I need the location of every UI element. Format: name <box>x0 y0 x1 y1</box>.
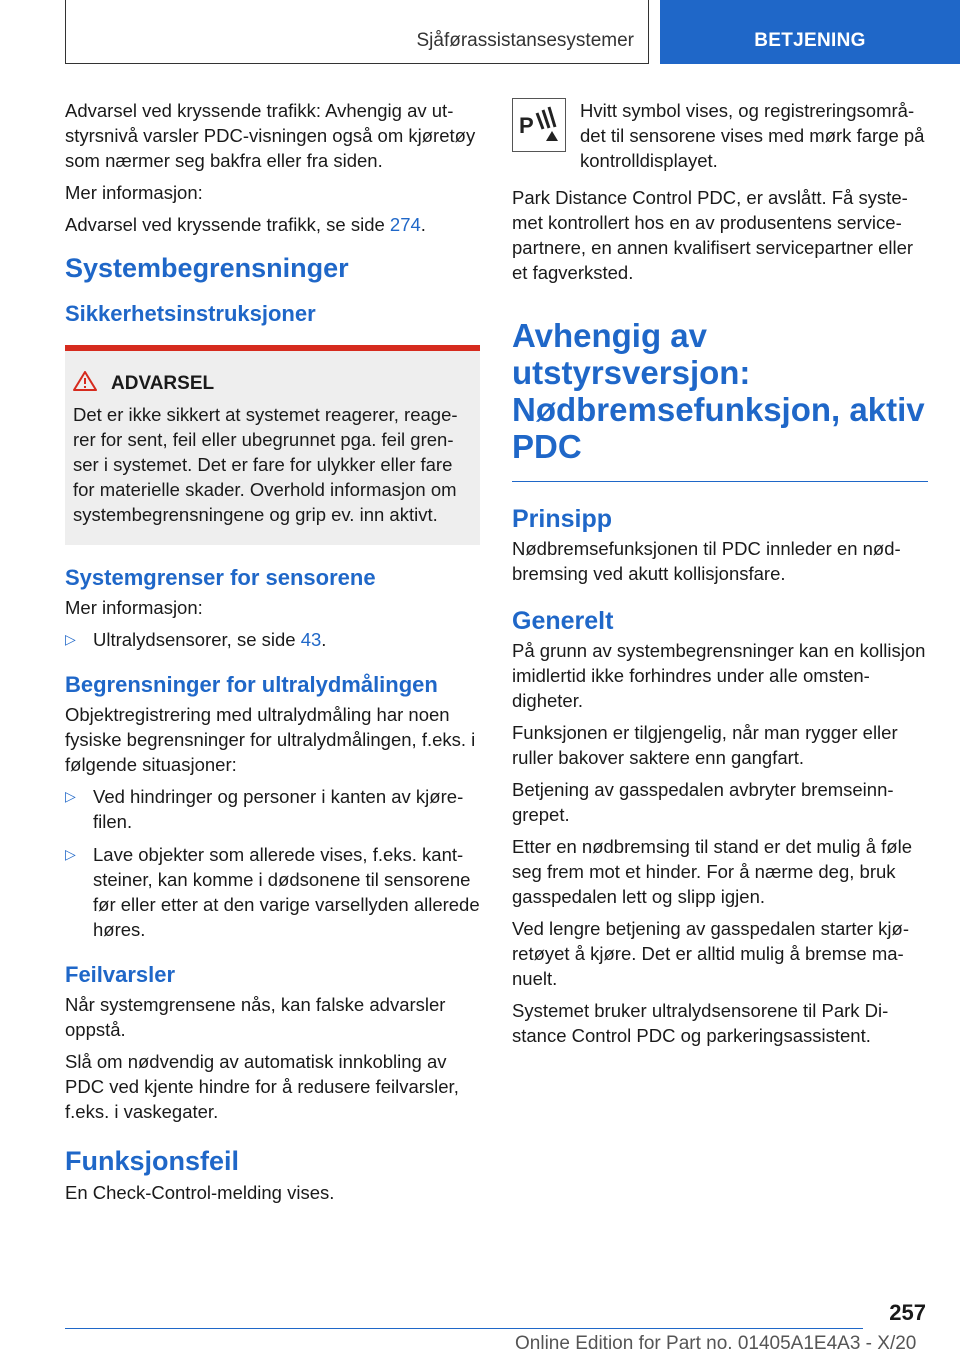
feilvarsler-text-1: Når systemgrensene nås, kan falske advarsler oppstå. <box>65 994 446 1040</box>
heading-begrensninger-ultralyd: Begrensninger for ultralydmålingen <box>65 672 438 697</box>
warning-header <box>73 371 472 396</box>
heading-nodbremsefunksjon: Avhengig av utstyrsversjon: Nødbremsefunksjon, aktiv PDC <box>512 317 925 465</box>
pdc-symbol-paragraph <box>512 98 928 173</box>
header-chapter-tab <box>660 0 960 64</box>
pdc-sensor-icon <box>512 98 566 152</box>
warning-text: Det er ikke sikkert at systemet reagerer, reagerer for sent, feil eller ubegrunnet pga. feil grenser i systemet. Det er fare for ulykker eller fare for materielle skader. Overhold informasjon om systembegrensningene og grip ev. inn aktivt. <box>73 404 458 525</box>
heading-generelt: Generelt <box>512 607 614 635</box>
page-number: 257 <box>889 1300 926 1325</box>
page-link-43[interactable]: 43 <box>300 629 322 650</box>
left-column <box>65 98 480 1212</box>
ultralyd-text: Objektregistrering med ultralydmåling har noen fysiske begrensninger for ultralydmålingen, f.eks. i følgende situasjoner: <box>65 704 476 775</box>
warning-title: ADVARSEL <box>111 372 215 394</box>
warning-box <box>65 345 480 545</box>
heading-rule <box>512 481 928 482</box>
header-section-tab <box>65 0 649 64</box>
sensorene-text: Mer informasjon: <box>65 597 203 618</box>
pdc-off-text: Park Distance Control PDC, er avslått. Få systemet kontrollert hos en av produsentens servicepartnere, en annen kvalifisert servicepartner eller et fagverksted. <box>512 187 914 283</box>
prinsipp-text: Nødbremsefunksjonen til PDC innleder en nødbremsing ved akutt kollisjonsfare. <box>512 538 901 584</box>
feilvarsler-text-2: Slå om nødvendig av automatisk innkobling av PDC ved kjente hindre for å redusere feilvarsler, f.eks. i vaskegater. <box>65 1051 459 1122</box>
warning-triangle-icon <box>73 371 97 396</box>
heading-systembegrensninger: Systembegrensninger <box>65 253 349 283</box>
intro-more-info: Mer informasjon: <box>65 182 203 203</box>
heading-feilvarsler: Feilvarsler <box>65 962 176 987</box>
heading-prinsipp: Prinsipp <box>512 505 613 533</box>
page-link-274[interactable]: 274 <box>389 214 421 235</box>
sensorene-list <box>65 627 480 652</box>
triangle-bullet-icon: ▷ <box>65 631 76 647</box>
heading-sikkerhetsinstruksjoner: Sikkerhetsinstruksjoner <box>65 301 316 326</box>
pdc-symbol-text: Hvitt symbol vises, og registreringsområdet til sensorene vises med mørk farge på kontrolldisplayet. <box>580 100 925 171</box>
generelt-text-5: Ved lengre betjening av gasspedalen starter kjøretøyet å kjøre. Det er alltid mulig å bremse manuelt. <box>512 918 909 989</box>
generelt-text-3: Betjening av gasspedalen avbryter bremseinngrepet. <box>512 779 894 825</box>
footer-edition: Online Edition for Part no. 01405A1E4A3 - X/20 <box>515 1333 917 1354</box>
heading-systemgrenser-sensorene: Systemgrenser for sensorene <box>65 565 376 590</box>
list-item: ▷ Ultralydsensorer, se side 43. <box>65 629 327 650</box>
header-section-title: Sjåførassistansesystemer <box>416 30 634 51</box>
intro-paragraph: Advarsel ved kryssende trafikk: Avhengig av utstyrsnivå varsler PDC-visningen også om kjøretøy som nærmer seg bakfra eller fra siden. <box>65 100 476 171</box>
generelt-text-1: På grunn av systembegrensninger kan en kollisjon imidlertid ikke forhindres under alle omstendigheter. <box>512 640 926 711</box>
funksjonsfeil-text: En Check-Control-melding vises. <box>65 1182 335 1203</box>
footer-rule <box>65 1328 863 1329</box>
triangle-bullet-icon: ▷ <box>65 846 76 862</box>
list-item: ▷ Ved hindringer og personer i kanten av kjørefilen. <box>65 786 464 832</box>
list-item: ▷ Lave objekter som allerede vises, f.eks. kantsteiner, kan komme i dødsonene til sensorene før eller etter at den varige varsellyden allerede høres. <box>65 844 480 940</box>
cross-traffic-reference: Advarsel ved kryssende trafikk, se side 274. <box>65 214 426 235</box>
triangle-bullet-icon: ▷ <box>65 788 76 804</box>
svg-text:P: P <box>519 113 534 138</box>
heading-funksjonsfeil: Funksjonsfeil <box>65 1146 240 1176</box>
generelt-text-2: Funksjonen er tilgjengelig, når man rygger eller ruller bakover saktere enn gangfart. <box>512 722 898 768</box>
generelt-text-6: Systemet bruker ultralydsensorene til Park Distance Control PDC og parkeringsassistent. <box>512 1000 889 1046</box>
header-chapter-title: BETJENING <box>754 30 866 51</box>
generelt-text-4: Etter en nødbremsing til stand er det mulig å føle seg frem mot et hinder. For å nærme deg, bruk gasspedalen lett og slipp igjen. <box>512 836 912 907</box>
right-column <box>512 98 928 1055</box>
ultralyd-list <box>65 784 480 942</box>
